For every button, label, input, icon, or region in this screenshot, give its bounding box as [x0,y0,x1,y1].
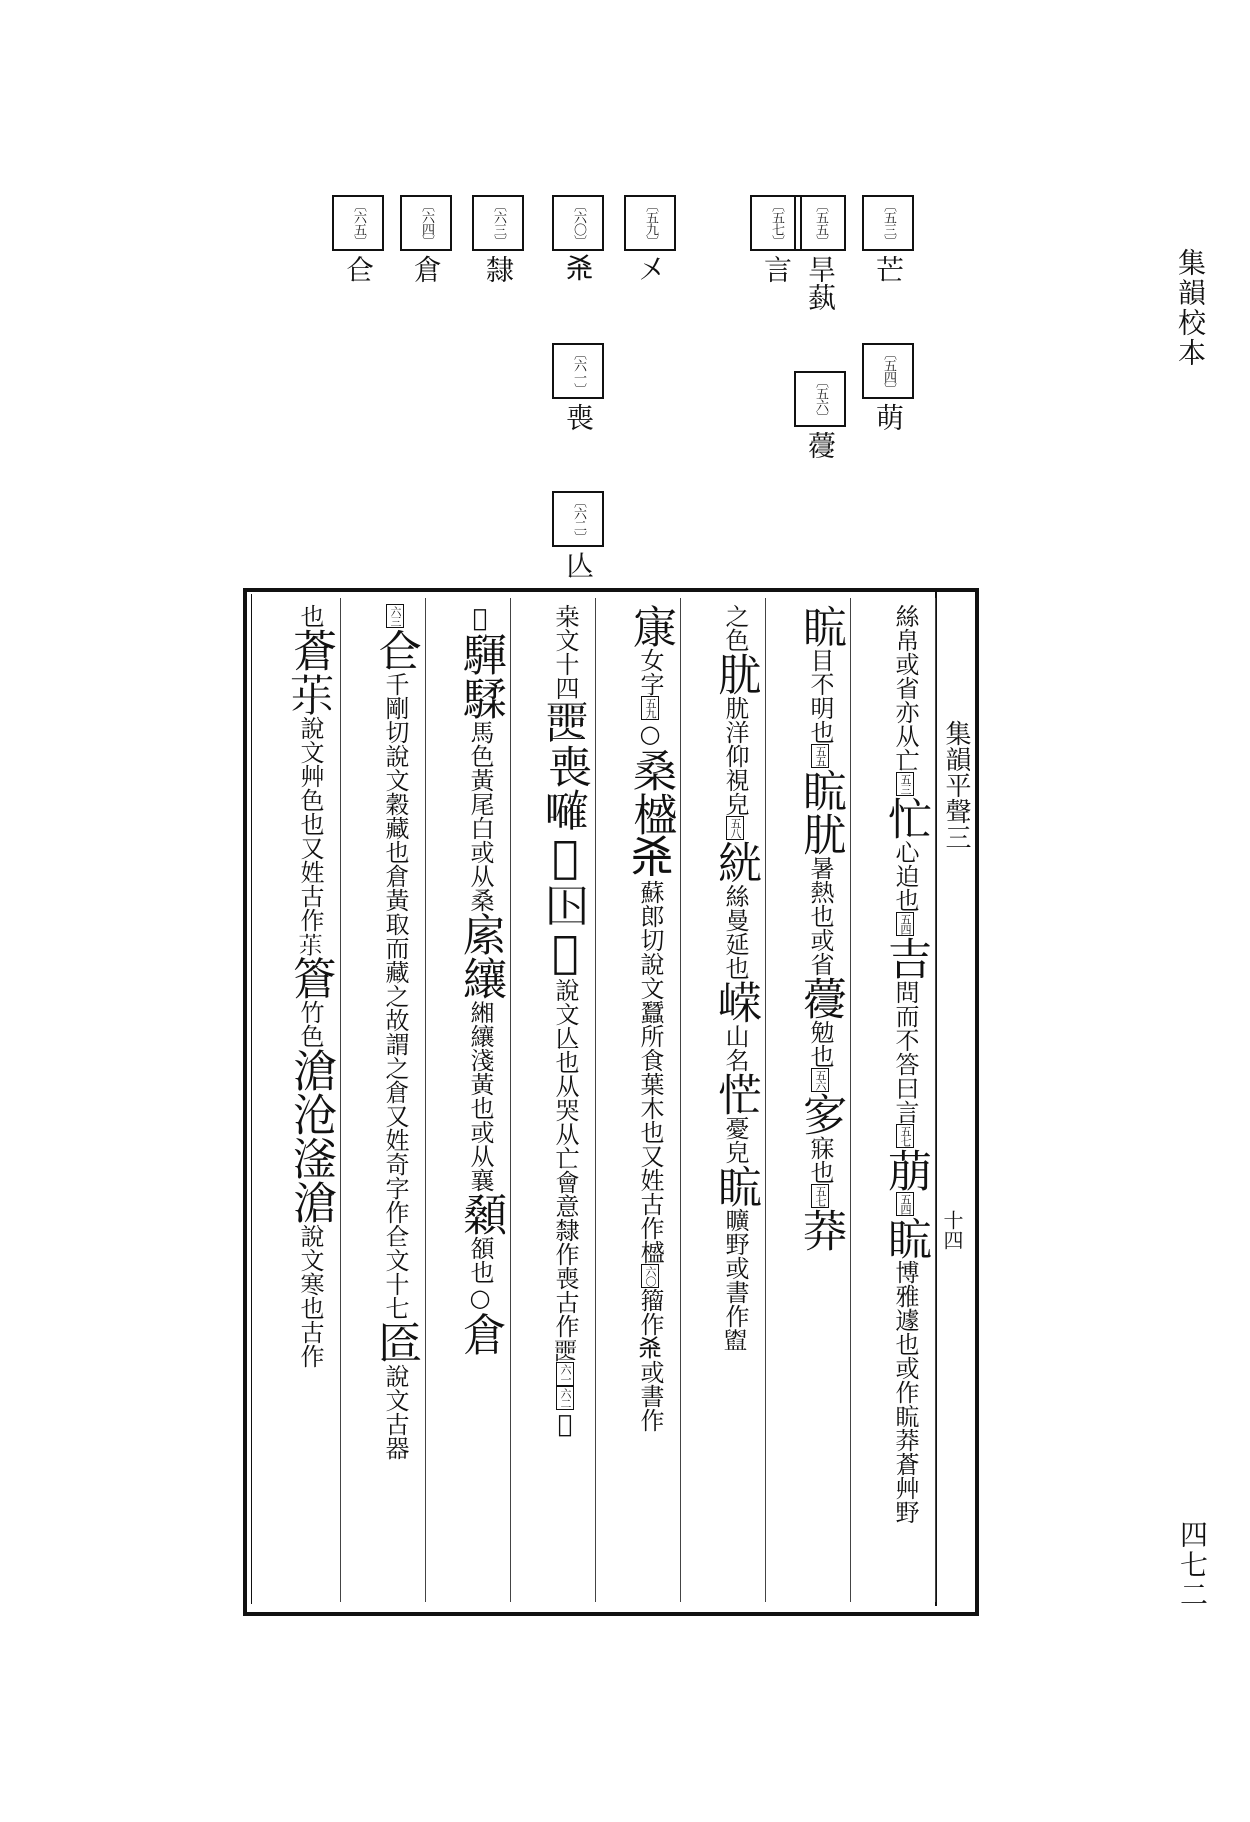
text-column [765,598,851,1602]
collation-mark: 五八 [726,816,744,840]
headword: 㝖 [795,1092,846,1136]
text-column [340,598,426,1602]
note-headword: 仺 [342,255,375,283]
headword: 䮝 [455,632,506,676]
gloss-text: 莽蒼艸野 [891,1428,919,1524]
headword: 沧 [285,1092,336,1136]
headword: 恾 [710,1072,761,1116]
headword: 𡃜 [540,788,591,832]
headword: 桑 [625,748,676,792]
running-head: 集韻校本 [1174,248,1207,368]
note-column [478,195,524,283]
headword: 萠 [880,1148,931,1192]
note-number: 〔六二〕 [552,491,604,547]
rhyme-marker: ○ [636,720,664,748]
headword: 顙 [455,1192,506,1236]
headword: 纕 [455,956,506,1000]
collation-mark: 五五 [811,744,829,768]
note-headword: 旱蓺 [804,255,837,311]
collation-mark: 六三 [386,604,404,628]
text-column [680,598,766,1602]
headword: 䀮 [795,604,846,648]
headword: 𡂤 [540,700,591,744]
note-headword: 𣏂 [562,255,595,283]
collation-mark: 六二 [556,1386,574,1410]
headword: 滄 [285,1180,336,1224]
headword: 篬 [285,956,336,1000]
gloss-text: 之色 [721,604,749,652]
block-leaf-count: 十四 [940,1210,964,1250]
headword: 𣏂 [625,836,676,880]
gloss-text: 肬洋仰視皃 [721,696,749,816]
headword: 𡆥 [540,883,591,927]
gloss-text: 博雅遽也或作䀮 [891,1260,919,1428]
note-number: 〔六三〕 [472,195,524,251]
note-number: 〔五五〕 [794,195,846,251]
gloss-text: 絲帛或省 [891,604,919,700]
gloss-text: 目不明也 [806,648,834,744]
note-headword: 芒 [872,255,905,283]
headword: 吉 [880,936,931,980]
headword: 𢿱 [540,927,591,978]
gloss-text: 女字 [636,648,664,696]
headword: 喪 [540,744,591,788]
collation-mark: 五四 [896,912,914,936]
gloss-text: 說文寒也古作 [296,1224,324,1368]
note-number: 〔五三〕 [862,195,914,251]
gloss-text: 緗纕淺黃也或从襄 [466,1000,494,1192]
gloss-text: 千剛切說文穀藏也倉黃取而藏之故謂之倉又姓奇字作仺文十七 [381,672,409,1320]
gloss-text: 寐也 [806,1136,834,1184]
text-column [595,598,681,1602]
note-column [338,195,384,283]
headword: 騥 [455,676,506,720]
headword: 蒼 [285,628,336,672]
headword: 肬 [710,652,761,696]
headword: 莽 [795,1208,846,1252]
collation-mark: 六一 [556,1362,574,1386]
collation-mark: 五六 [811,1068,829,1092]
headword: 仺 [370,628,421,672]
note-headword: 萌 [872,403,905,431]
headword: 嵘 [710,980,761,1024]
note-number: 〔六四〕 [400,195,452,251]
headword: 䀮 [710,1164,761,1208]
headword: 絖 [710,840,761,884]
note-headword: 亾 [562,551,595,579]
note-headword: 言 [760,255,793,283]
note-number: 〔六〇〕 [552,195,604,251]
gloss-text: 心迫也 [891,840,919,912]
text-column [425,598,511,1602]
headword: 𣛮 [625,792,676,836]
note-column [800,195,846,459]
note-number: 〔五七〕 [750,195,802,251]
gloss-text: 曠野或書作𥃔 [721,1208,749,1352]
rhyme-marker: ○ [466,1284,494,1312]
frame-inner-line [251,594,252,1604]
gloss-text: 頟也 [466,1236,494,1284]
note-column [630,195,676,283]
note-number: 〔五九〕 [624,195,676,251]
gloss-text: 說文亾也从哭从亡會意隸作喪古作𡂤 [551,978,579,1362]
headword: 蘉 [795,976,846,1020]
headword: 㝩 [625,604,676,648]
gloss-text: 竹色 [296,1000,324,1048]
headword: 肬 [795,812,846,856]
gloss-text: 𡅞 [551,1410,579,1438]
gloss-text: 亦从亡 [891,700,919,772]
headword: 𦯝 [285,672,336,716]
headword: 𡅞 [540,832,591,883]
block-title: 集韻平聲三 [941,720,971,850]
collation-mark: 五七 [811,1184,829,1208]
note-number: 〔五六〕 [794,371,846,427]
gloss-text: 勉也 [806,1020,834,1068]
gloss-text: 說文古器 [381,1364,409,1460]
gloss-text: 絲曼延也 [721,884,749,980]
note-number: 〔五四〕 [862,343,914,399]
headword: 滄 [285,1048,336,1092]
gloss-text: 憂皃 [721,1116,749,1164]
gloss-text: 桒文十四 [551,604,579,700]
note-headword: 喪 [562,403,595,431]
headword: 匼 [370,1320,421,1364]
headword: 忙 [880,796,931,840]
gloss-text: 問而不答曰言 [891,980,919,1124]
note-column [406,195,452,283]
gloss-text: 蘇郎切說文蠶所食葉木也又姓古作𣛮 [636,880,664,1264]
note-headword: 㐅 [634,255,667,283]
text-column [255,598,341,1602]
headword: 倉 [455,1312,506,1356]
note-column [868,195,914,431]
headword: 滏 [285,1136,336,1180]
note-headword: 隸 [482,255,515,283]
gloss-text: 也 [296,604,324,628]
note-column [558,195,604,579]
note-number: 〔六五〕 [332,195,384,251]
note-headword: 倉 [410,255,443,283]
collation-mark: 五四 [896,1192,914,1216]
collation-mark: 五九 [641,696,659,720]
collation-mark: 五三 [896,772,914,796]
gloss-text: 山名 [721,1024,749,1072]
headword: 䀮 [880,1216,931,1260]
gloss-text: 籀作𣏂或書作 [636,1288,664,1432]
text-column [510,598,596,1602]
note-number: 〔六一〕 [552,343,604,399]
collation-mark: 六〇 [641,1264,659,1288]
gloss-text: 暑熱也或省 [806,856,834,976]
note-headword: 蘉 [804,431,837,459]
collation-mark: 五七 [896,1124,914,1148]
page-number: 四七二 [1176,1520,1209,1610]
note-column [756,195,802,283]
gloss-text: 馬色黃尾白或从桑 [466,720,494,912]
headword: 䀮 [795,768,846,812]
text-column [850,598,936,1602]
headword: 䋀 [455,912,506,956]
gloss-text: 𢿱 [466,604,494,632]
gloss-text: 說文艸色也又姓古作𦯝 [296,716,324,956]
